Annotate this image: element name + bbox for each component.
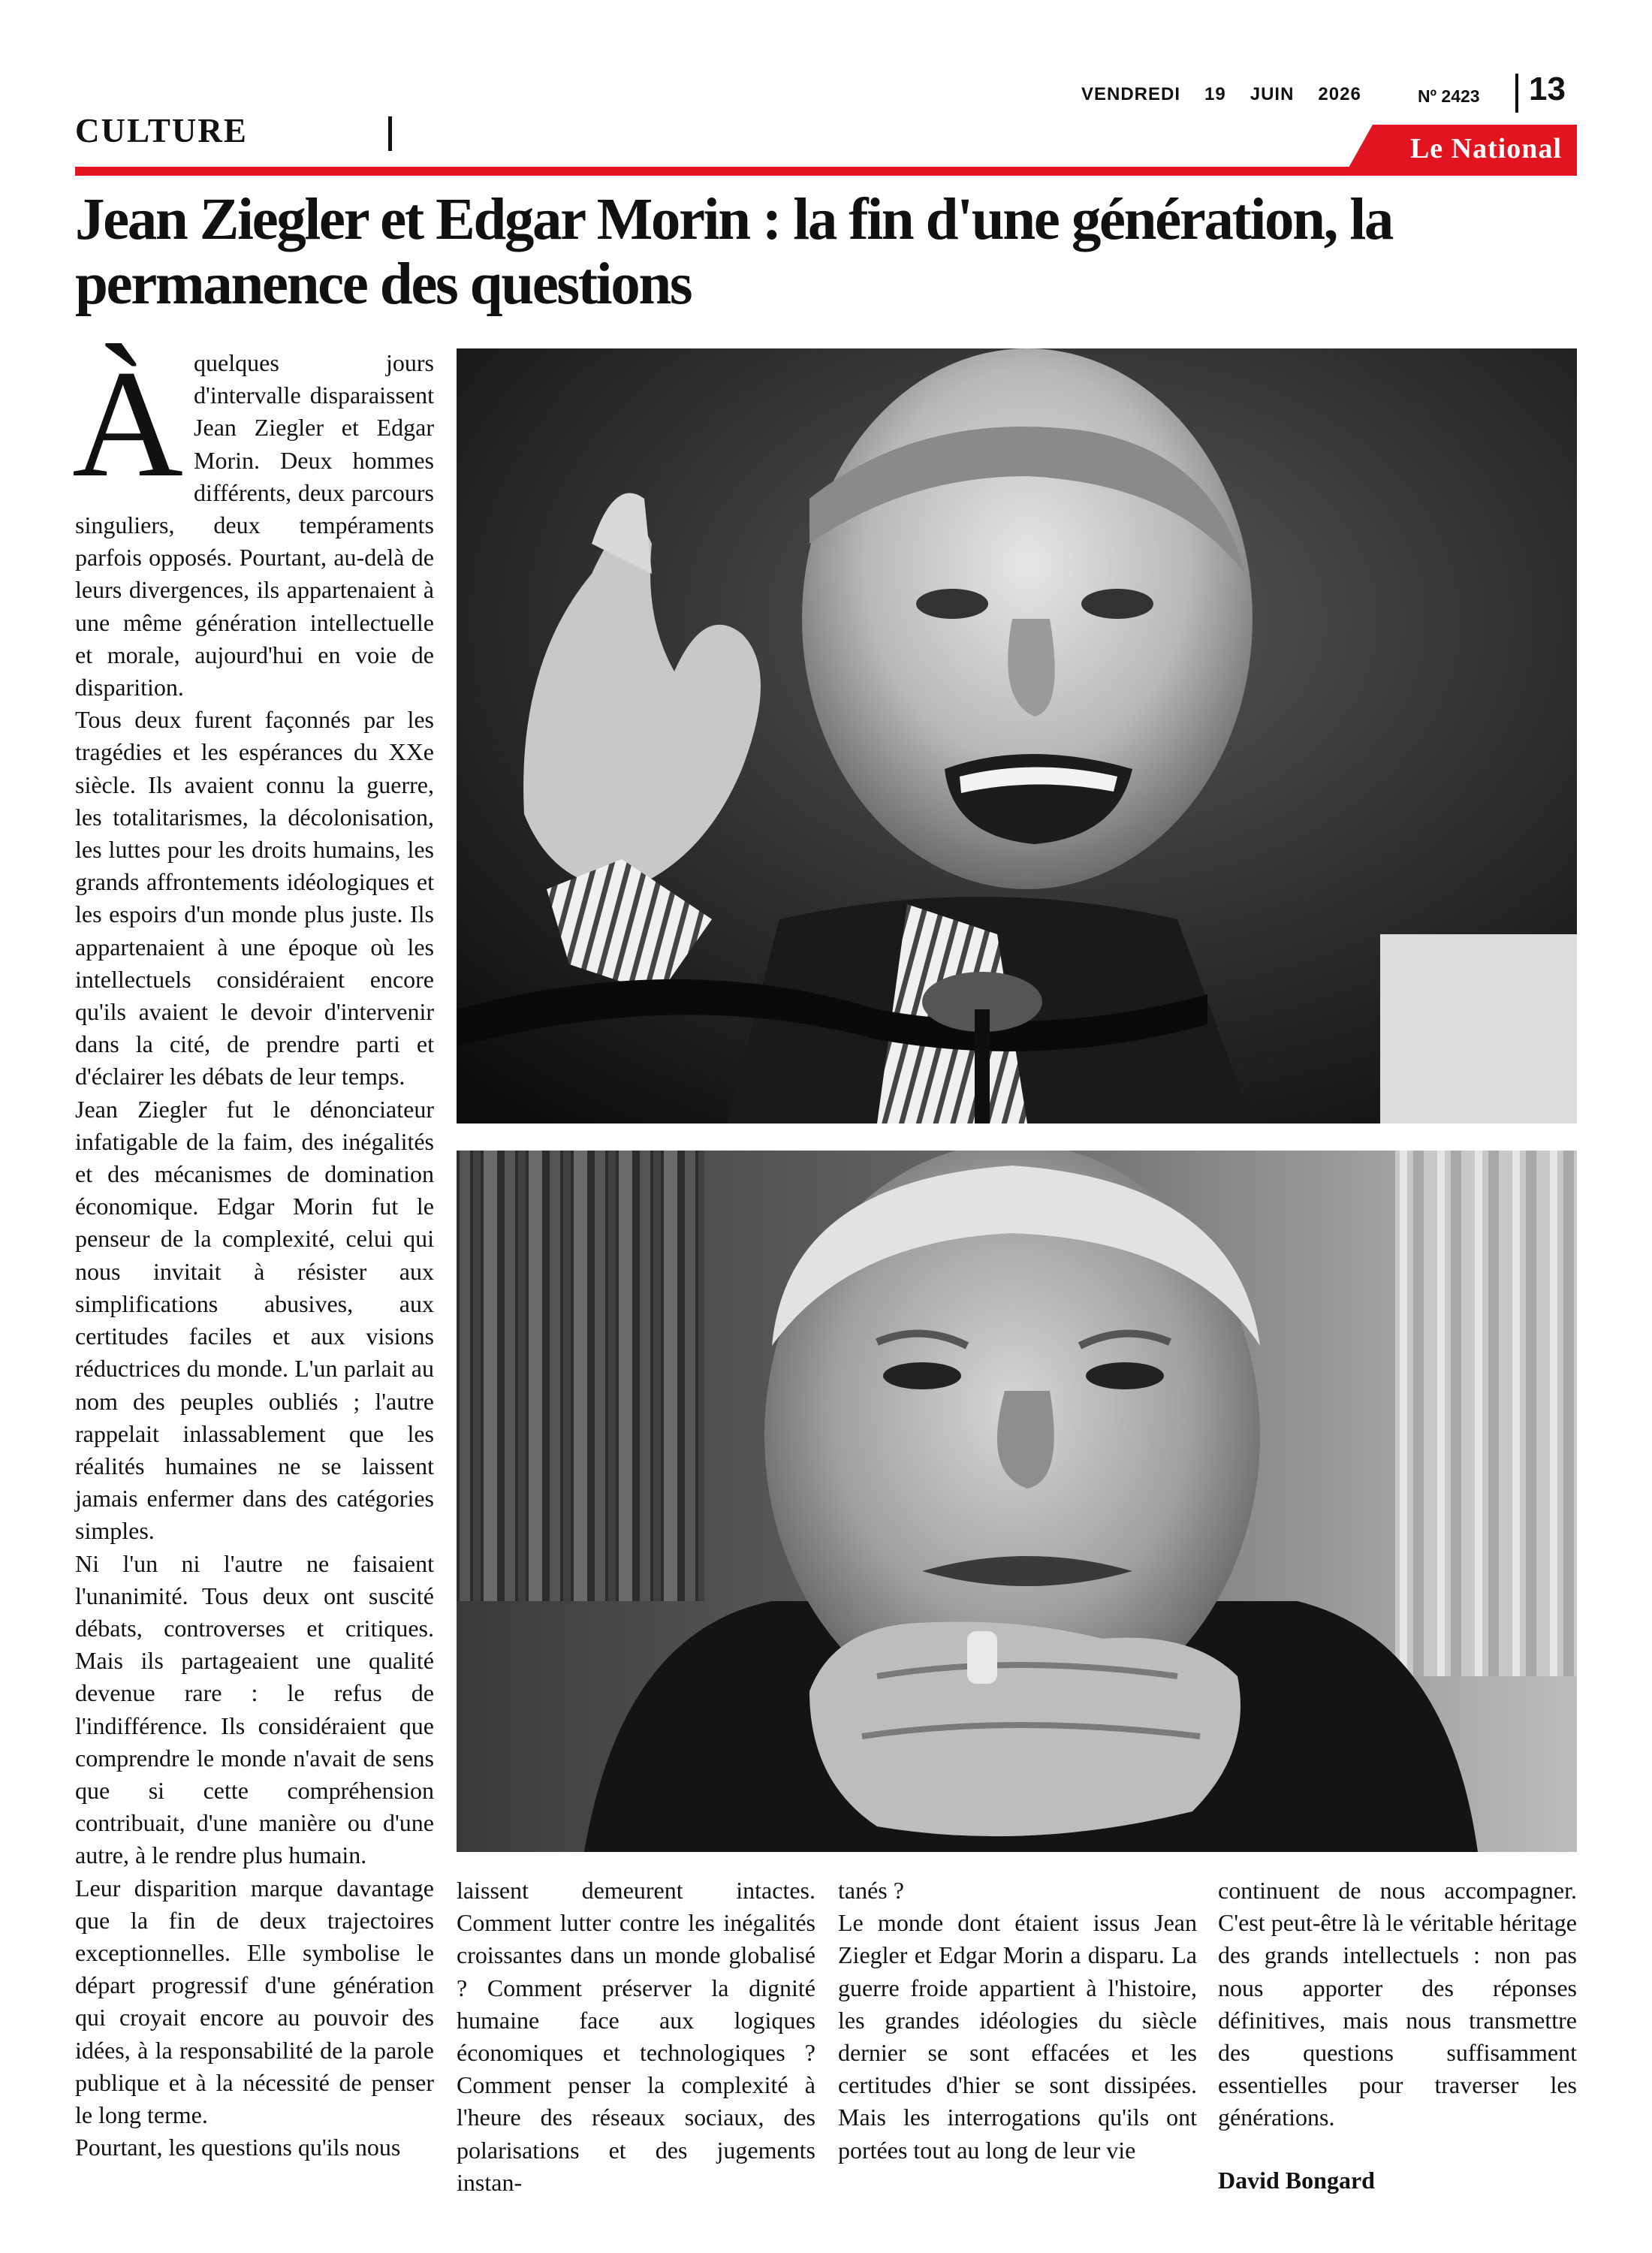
paragraph: Tous deux furent façonnés par les tragédies et les espérances du XXe siècle. Ils avaient connu la guerre, les totalitarismes, la décolonisation, les luttes pour les droits humains, les grands affrontements idéologiques et les espoirs d'un monde plus juste. Ils appartenaient à une époque où les intellectuels considéraient encore qu'ils avaient le devoir d'intervenir dans la cité, de prendre parti et d'éclairer les débats de leur temps. [75,706,434,1090]
paragraph: tanés ? [838,1877,904,1904]
paragraph: Ni l'un ni l'autre ne faisaient l'unanimité. Tous deux ont suscité débats, controverses et critiques. Mais ils partageaient une qualité devenue rare : le refus de l'indifférence. Ils considéraient que comprendre le monde n'avait de sens que si cette compréhension contribuait, d'une manière ou d'une autre, à le rendre plus humain. [75,1549,434,1869]
header-divider [1515,74,1518,113]
article-column-2 [457,1874,815,2199]
issue-date [1081,84,1385,105]
article-column-1 [72,339,434,2164]
issue-number: Nº 2423 [1418,86,1480,106]
article-column-4 [1218,1874,1577,2197]
paragraph: quelques jours d'intervalle disparaissent Jean Ziegler et Edgar Morin. Deux hommes différents, deux parcours singuliers, deux tempéraments parfois opposés. Pourtant, au-delà de leurs divergences, ils appartenaient à une même génération intellectuelle et morale, aujourd'hui en voie de disparition. [75,349,434,701]
page-number: 13 [1529,71,1566,107]
paragraph: continuent de nous accompagner. C'est peut-être là le véritable héritage des grands intellectuels : non pas nous apporter des réponses définitives, mais nous transmettre des questions suffisamment essentielles pour traverser les générations. [1218,1877,1577,2131]
drop-cap: À [72,339,184,509]
date-day: VENDREDI [1081,84,1181,104]
photo-edgar-morin-image [457,1151,1577,1852]
paragraph: laissent demeurent intactes. Comment lutter contre les inégalités croissantes dans un monde globalisé ? Comment préserver la dignité humaine face aux logiques économiques et technologiques ? Comment penser la complexité à l'heure des réseaux sociaux, des polarisations et des jugements instan- [457,1877,815,2196]
article-title: Jean Ziegler et Edgar Morin : la fin d'une génération, la permanence des questions [75,187,1392,317]
paragraph: Le monde dont étaient issus Jean Ziegler et Edgar Morin a disparu. La guerre froide appartient à l'histoire, les grandes idéologies du siècle dernier se sont effacées et les certitudes d'hier se sont dissipées. Mais les interrogations qu'ils ont portées tout au long de leur vie [838,1909,1197,2164]
date-number: 19 [1204,84,1226,104]
author-byline: David Bongard [1218,2166,1375,2194]
brand-name: Le National [1409,133,1562,164]
photo-edgar-morin [457,1151,1577,1852]
paragraph: Leur disparition marque davantage que la fin de deux trajectoires exceptionnelles. Elle symbolise le départ progressif d'une génération qui croyait encore au pouvoir des idées, à la responsabilité de la parole publique et à la nécessité de penser le long terme. [75,1874,434,2128]
photo-jean-ziegler [457,348,1577,1123]
date-year: 2026 [1318,84,1361,104]
article-column-3 [838,1874,1197,2167]
section-label: CULTURE [75,112,248,149]
date-month: JUIN [1250,84,1295,104]
paragraph: Jean Ziegler fut le dénonciateur infatigable de la faim, des inégalités et des mécanismes de domination économique. Edgar Morin fut le penseur de la complexité, celui qui nous invitait à résister aux simplifications abusives, aux certitudes faciles et aux visions réductrices du monde. L'un parlait au nom des peuples oubliés ; l'autre rappelait inlassablement que les réalités humaines ne se laissent jamais enfermer dans des catégories simples. [75,1095,434,1545]
photo-jean-ziegler-image [457,348,1577,1123]
paragraph: Pourtant, les questions qu'ils nous [75,2134,401,2161]
section-divider [388,116,392,151]
